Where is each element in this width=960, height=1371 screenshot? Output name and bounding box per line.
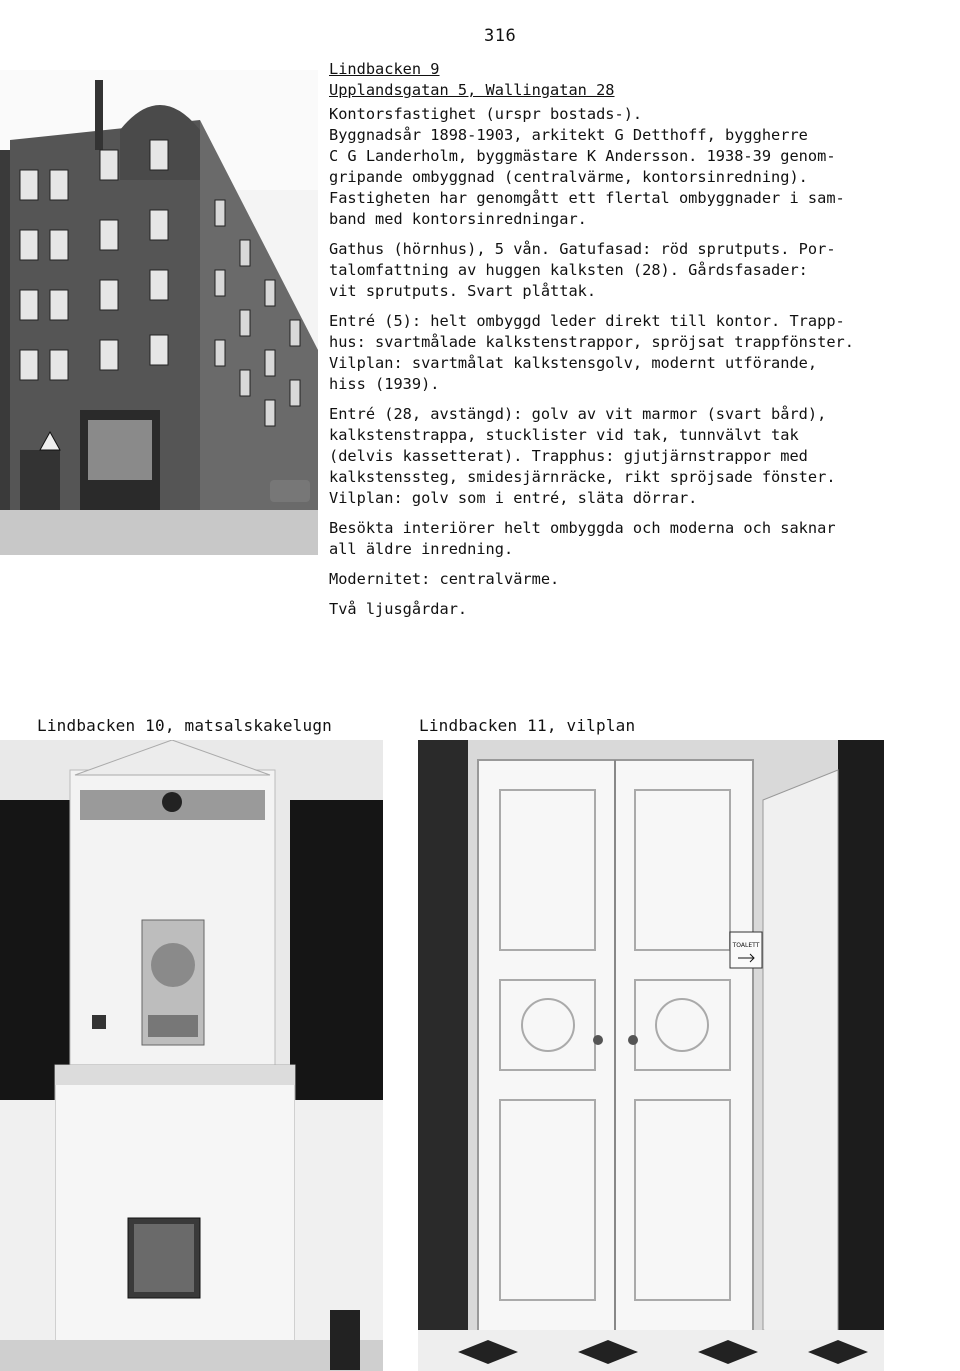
paragraph-courtyards: Två ljusgårdar. <box>329 600 468 618</box>
text-line: (delvis kassetterat). Trapphus: gjutjärnstrappor med <box>329 447 808 465</box>
text-line: Entré (5): helt ombyggd leder direkt till kontor. Trapp- <box>329 312 845 330</box>
paragraph-modernity: Modernitet: centralvärme. <box>329 570 560 588</box>
text-line: Besökta interiörer helt ombyggda och moderna och saknar <box>329 519 836 537</box>
text-line: Byggnadsår 1898-1903, arkitekt G Detthoff, byggherre <box>329 126 808 144</box>
toilet-sign: TOALETT <box>732 942 760 949</box>
text-line: Fastigheten har genomgått ett flertal ombyggnader i sam- <box>329 189 845 207</box>
text-line: hiss (1939). <box>329 375 440 393</box>
text-line: Vilplan: svartmålat kalkstensgolv, modernt utförande, <box>329 354 818 372</box>
page-number: 316 <box>484 26 517 46</box>
landing-doors-photo <box>418 740 884 1371</box>
text-line: kalkstenssteg, smidesjärnräcke, rikt spröjsade fönster. <box>329 468 836 486</box>
text-line: Gathus (hörnhus), 5 vån. Gatufasad: röd sprutputs. Por- <box>329 240 836 258</box>
property-address: Upplandsgatan 5, Wallingatan 28 <box>329 81 615 99</box>
property-title: Lindbacken 9 <box>329 60 440 78</box>
caption-left: Lindbacken 10, matsalskakelugn <box>37 716 332 735</box>
description-text <box>329 59 929 620</box>
text-line: hus: svartmålade kalkstenstrappor, spröjsat trappfönster. <box>329 333 854 351</box>
paragraph-entrance-5 <box>329 311 929 395</box>
tiled-stove-photo <box>0 740 383 1371</box>
text-line: C G Landerholm, byggmästare K Andersson. 1938-39 genom- <box>329 147 836 165</box>
text-line: band med kontorsinredningar. <box>329 210 587 228</box>
paragraph-exterior <box>329 239 929 302</box>
text-line: all äldre inredning. <box>329 540 514 558</box>
paragraph-interiors <box>329 518 929 560</box>
paragraph-entrance-28 <box>329 404 929 509</box>
text-line: gripande ombyggnad (centralvärme, kontorsinredning). <box>329 168 808 186</box>
paragraph-history <box>329 104 929 230</box>
building-photo <box>0 70 318 555</box>
text-line: Kontorsfastighet (urspr bostads-). <box>329 105 643 123</box>
text-line: talomfattning av huggen kalksten (28). Gårdsfasader: <box>329 261 808 279</box>
text-line: Entré (28, avstängd): golv av vit marmor (svart bård), <box>329 405 827 423</box>
text-line: Vilplan: golv som i entré, släta dörrar. <box>329 489 698 507</box>
text-line: vit sprutputs. Svart plåttak. <box>329 282 597 300</box>
caption-right: Lindbacken 11, vilplan <box>419 716 636 735</box>
text-line: kalkstenstrappa, stucklister vid tak, tunnvälvt tak <box>329 426 799 444</box>
